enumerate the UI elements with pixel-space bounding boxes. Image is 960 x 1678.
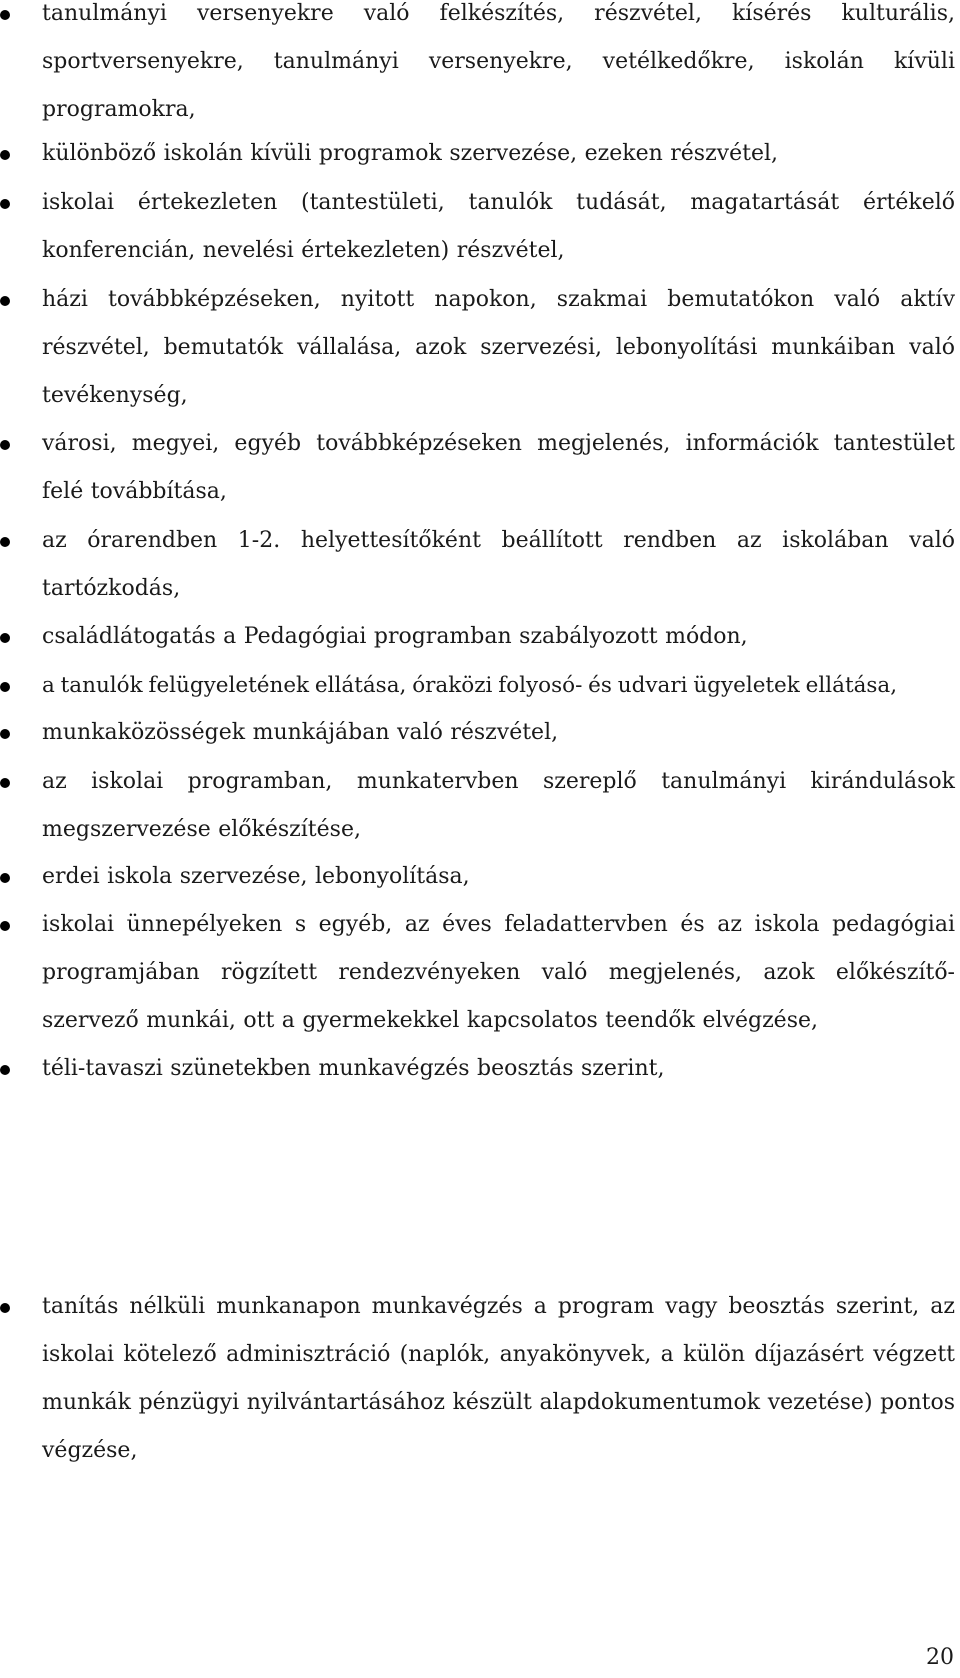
- list-item-text: iskolai értekezleten (tantestületi, tanulók tudását, magatartását értékelő konferencián, nevelési értekezleten) részvétel,: [42, 190, 955, 263]
- bullet-icon: [0, 921, 10, 931]
- page-number: 20: [926, 1645, 954, 1670]
- list-item-text: erdei iskola szervezése, lebonyolítása,: [42, 864, 470, 889]
- list-item-text: munkaközösségek munkájában való részvétel,: [42, 720, 559, 745]
- bullet-icon: [0, 682, 10, 692]
- list-item-text: családlátogatás a Pedagógiai programban szabályozott módon,: [42, 624, 748, 649]
- bullet-icon: [0, 10, 10, 20]
- bullet-icon: [0, 873, 10, 883]
- list-item-text: különböző iskolán kívüli programok szervezése, ezeken részvétel,: [42, 141, 779, 166]
- bullet-icon: [0, 778, 10, 788]
- bullet-icon: [0, 729, 10, 739]
- list-item-text: tanulmányi versenyekre való felkészítés, részvétel, kísérés kulturális, sportversenyekre, tanulmányi versenyekre, vetélkedőkre, iskolán kívüli programokra,: [42, 1, 955, 122]
- list-item-text: téli-tavaszi szünetekben munkavégzés beosztás szerint,: [42, 1056, 665, 1081]
- bullet-icon: [0, 150, 10, 160]
- bullet-icon: [0, 296, 10, 306]
- bullet-icon: [0, 199, 10, 209]
- list-item-text: a tanulók felügyeletének ellátása, óraközi folyosó- és udvari ügyeletek ellátása,: [42, 673, 898, 698]
- bullet-icon: [0, 633, 10, 643]
- list-item-text: az iskolai programban, munkatervben szereplő tanulmányi kirándulások megszervezése előkészítése,: [42, 769, 955, 842]
- bullet-icon: [0, 1065, 10, 1075]
- list-item-text: házi továbbképzéseken, nyitott napokon, szakmai bemutatókon való aktív részvétel, bemutatók vállalása, azok szervezési, lebonyolítási munkáiban való tevékenység,: [42, 287, 955, 408]
- bullet-icon: [0, 440, 10, 450]
- list-item-text: városi, megyei, egyéb továbbképzéseken megjelenés, információk tantestület felé továbbítása,: [42, 431, 955, 504]
- list-item-text: iskolai ünnepélyeken s egyéb, az éves feladattervben és az iskola pedagógiai programjában rögzített rendezvényeken való megjelenés, azok előkészítő-szervező munkái, ott a gyermekekkel kapcsolatos teendők elvégzése,: [42, 912, 955, 1033]
- bullet-icon: [0, 537, 10, 547]
- list-item-text: tanítás nélküli munkanapon munkavégzés a program vagy beosztás szerint, az iskolai kötelező adminisztráció (naplók, anyakönyvek, a külön díjazásért végzett munkák pénzügyi nyilvántartásához készült alapdokumentumok vezetése) pontos végzése,: [42, 1294, 955, 1463]
- list-item-text: az órarendben 1-2. helyettesítőként beállított rendben az iskolában való tartózkodás,: [42, 528, 955, 601]
- bullet-icon: [0, 1303, 10, 1313]
